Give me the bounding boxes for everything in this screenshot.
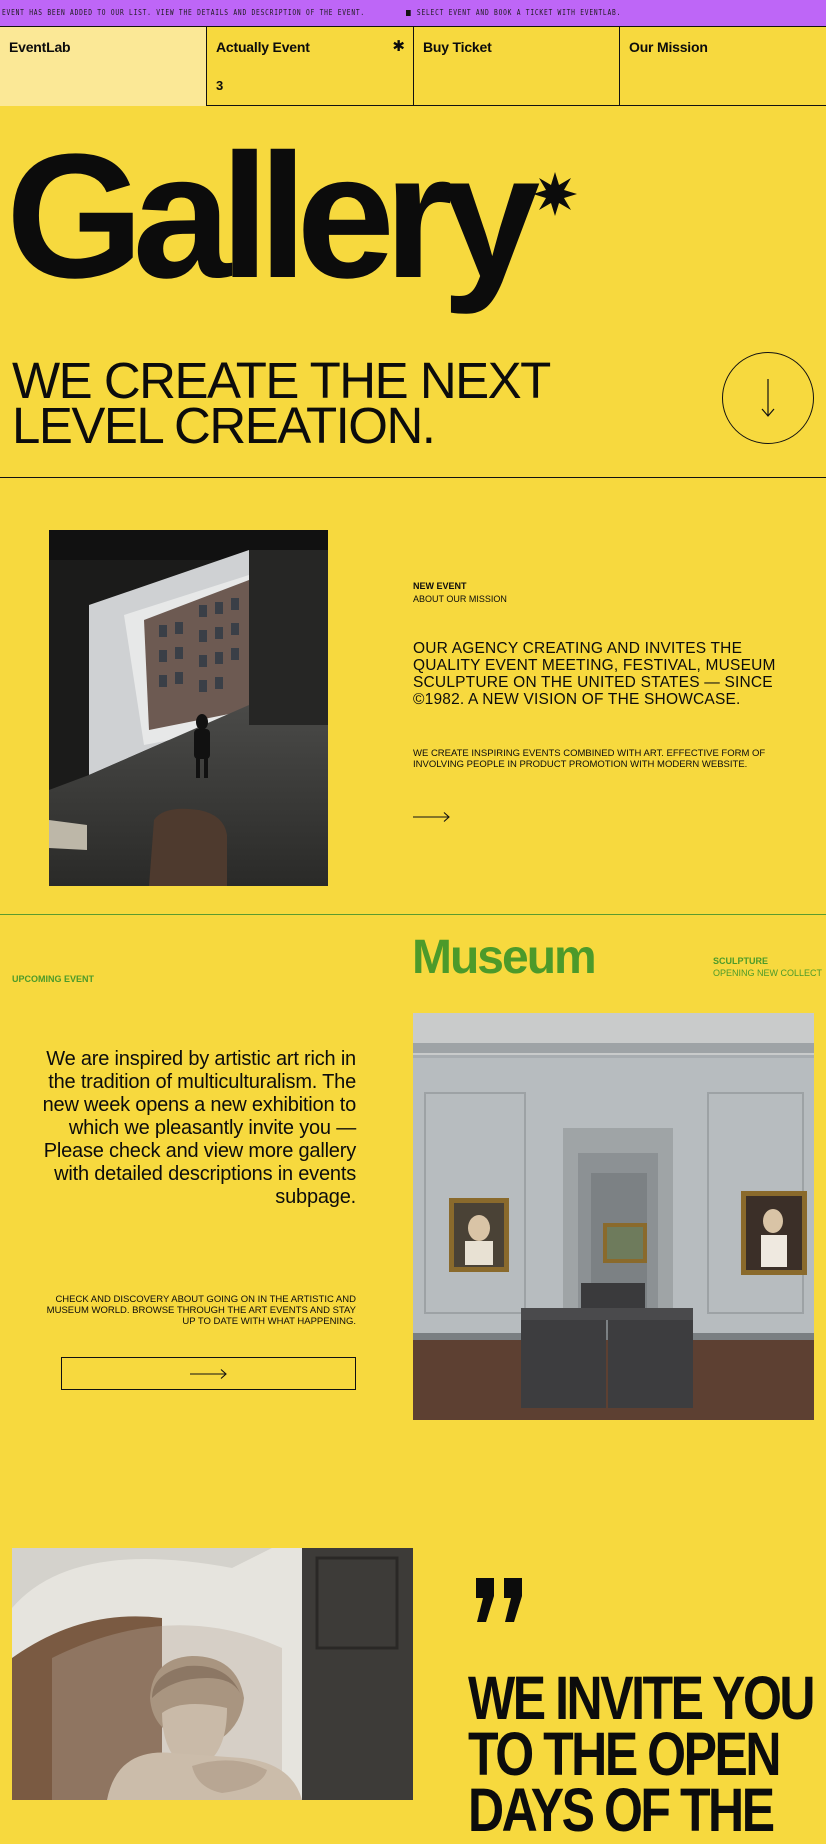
ticker-text-1: EVENT HAS BEEN ADDED TO OUR LIST. VIEW THE DETAILS AND DESCRIPTION OF THE EVENT. bbox=[2, 8, 365, 17]
opening-collection-tag: OPENING NEW COLLECT bbox=[713, 968, 823, 978]
about-more-link[interactable] bbox=[413, 810, 451, 828]
star-icon bbox=[533, 172, 577, 216]
nav-brand[interactable] bbox=[0, 27, 207, 106]
invite-line-1: WE INVITE YOU bbox=[468, 1664, 814, 1732]
tagline-line-2: LEVEL CREATION. bbox=[12, 397, 435, 454]
museum-small-text: CHECK AND DISCOVERY ABOUT GOING ON IN THE ARTISTIC AND MUSEUM WORLD. BROWSE THROUGH THE ART EVENTS AND STAY UP TO DATE WITH WHAT HAPPENING. bbox=[46, 1294, 356, 1327]
arrow-down-icon bbox=[761, 378, 775, 418]
event-count: 3 bbox=[216, 78, 224, 93]
scroll-down-button[interactable] bbox=[722, 352, 814, 444]
museum-title: Museum bbox=[412, 931, 595, 984]
section-divider-green bbox=[0, 914, 826, 915]
top-navigation bbox=[0, 27, 826, 106]
nav-our-mission-label: Our Mission bbox=[629, 39, 708, 55]
hero-tagline bbox=[12, 352, 550, 454]
invite-headline bbox=[468, 1664, 826, 1844]
about-headline: OUR AGENCY CREATING AND INVITES THE QUALITY EVENT MEETING, FESTIVAL, MUSEUM SCULPTURE ON THE UNITED STATES — SINCE ©1982. A NEW VISION OF THE SHOWCASE. bbox=[413, 640, 776, 708]
tagline-line-1: WE CREATE THE NEXT bbox=[12, 352, 550, 409]
upcoming-event-label: UPCOMING EVENT bbox=[12, 974, 95, 984]
ticker-item-2 bbox=[406, 8, 621, 17]
invite-line-3: DAYS OF THE bbox=[468, 1776, 773, 1844]
section-divider bbox=[0, 477, 826, 478]
museum-more-button[interactable] bbox=[61, 1357, 356, 1390]
section-eyebrow: NEW EVENT bbox=[413, 581, 467, 591]
arrow-right-icon bbox=[413, 811, 451, 823]
quote-icon bbox=[474, 1578, 526, 1624]
about-description: WE CREATE INSPIRING EVENTS COMBINED WITH ART. EFFECTIVE FORM OF INVOLVING PEOPLE IN PRODUCT PROMOTION WITH MODERN WEBSITE. bbox=[413, 748, 766, 770]
sculpture-tag: SCULPTURE bbox=[713, 956, 769, 966]
museum-room-photo bbox=[413, 1013, 814, 1420]
page-title: Gallery bbox=[6, 117, 530, 315]
invite-line-2: TO THE OPEN bbox=[468, 1720, 780, 1788]
nav-actually-event-label: Actually Event bbox=[216, 39, 310, 55]
ticker-text-2: SELECT EVENT AND BOOK A TICKET WITH EVENTLAB. bbox=[416, 8, 622, 17]
brand-label: EventLab bbox=[9, 39, 71, 55]
announcement-ticker bbox=[0, 0, 826, 27]
nav-our-mission[interactable] bbox=[620, 27, 826, 106]
museum-body-text: We are inspired by artistic art rich in the tradition of multiculturalism. The new week opens a new exhibition to which we pleasantly invite you — Please check and view more gallery with detailed descriptions in events subpage. bbox=[42, 1048, 356, 1208]
nav-buy-ticket[interactable] bbox=[414, 27, 620, 106]
asterisk-icon: ✱ bbox=[392, 38, 405, 55]
david-sculpture-photo bbox=[12, 1548, 413, 1800]
nav-buy-ticket-label: Buy Ticket bbox=[423, 39, 492, 55]
arrow-right-icon bbox=[190, 1368, 228, 1380]
gallery-window-photo bbox=[49, 530, 328, 886]
section-subeyebrow: ABOUT OUR MISSION bbox=[413, 594, 507, 604]
square-bullet-icon bbox=[406, 10, 411, 16]
nav-actually-event[interactable] bbox=[207, 27, 414, 106]
